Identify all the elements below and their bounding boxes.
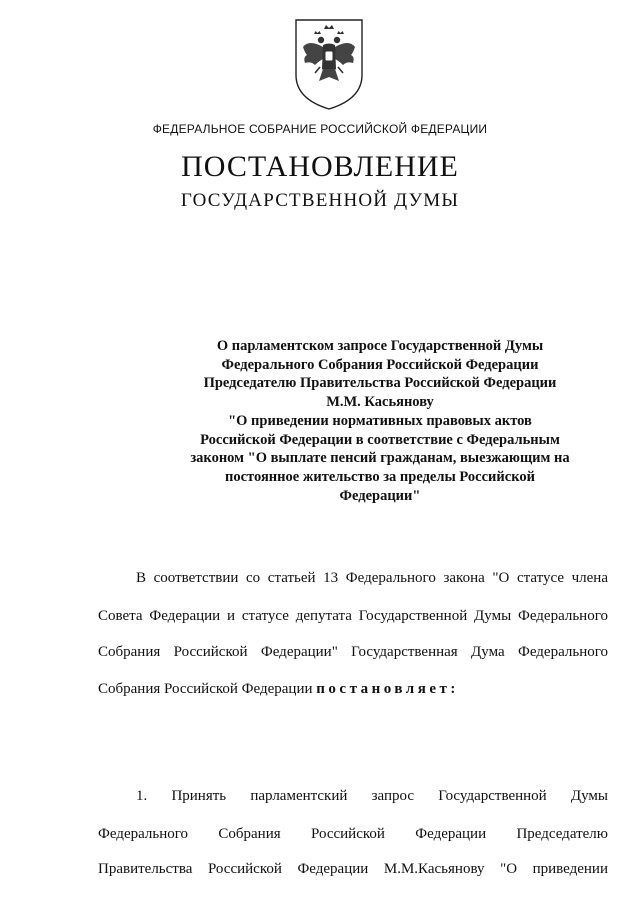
preamble-line: Совета Федерации и статусе депутата Государственной Думы Федерального [98, 608, 608, 624]
item-1-line: 1. Принять парламентский запрос Государственной Думы [136, 788, 608, 804]
preamble-line-last [98, 681, 608, 698]
item-1-line: Федерального Собрания Российской Федерации Председателю [98, 826, 608, 842]
subject-line: М.М. Касьянову [326, 394, 434, 411]
subject-line: Федерального Собрания Российской Федерации [221, 356, 539, 373]
subject-line: "О приведении нормативных правовых актов [228, 412, 532, 429]
subject-line: Председателю Правительства Российской Федерации [203, 375, 557, 392]
preamble-line: В соответствии со статьей 13 Федерального закона "О статусе члена [136, 570, 608, 586]
subject-line: Российской Федерации в соответствие с Федеральным [200, 431, 560, 448]
document-subtitle: ГОСУДАРСТВЕННОЙ ДУМЫ [180, 190, 460, 211]
item-1-line: Правительства Российской Федерации М.М.Касьянову "О приведении [98, 861, 608, 877]
coat-of-arms-emblem [293, 17, 365, 112]
organization-name: ФЕДЕРАЛЬНОЕ СОБРАНИЕ РОССИЙСКОЙ ФЕДЕРАЦИИ [152, 122, 488, 136]
preamble-line: Собрания Российской Федерации" Государственная Дума Федерального [98, 644, 608, 660]
subject-line: постоянное жительство за пределы Российской [225, 468, 535, 485]
resolves-word: постановляет: [316, 681, 459, 697]
document-subject [170, 337, 590, 505]
document-title: ПОСТАНОВЛЕНИЕ [181, 150, 459, 183]
subject-line: законом "О выплате пенсий гражданам, выезжающим на [190, 450, 570, 467]
subject-line: О парламентском запросе Государственной Думы [216, 338, 544, 354]
preamble-text: Собрания Российской Федерации [98, 681, 317, 697]
subject-line: Федерации" [339, 487, 421, 504]
